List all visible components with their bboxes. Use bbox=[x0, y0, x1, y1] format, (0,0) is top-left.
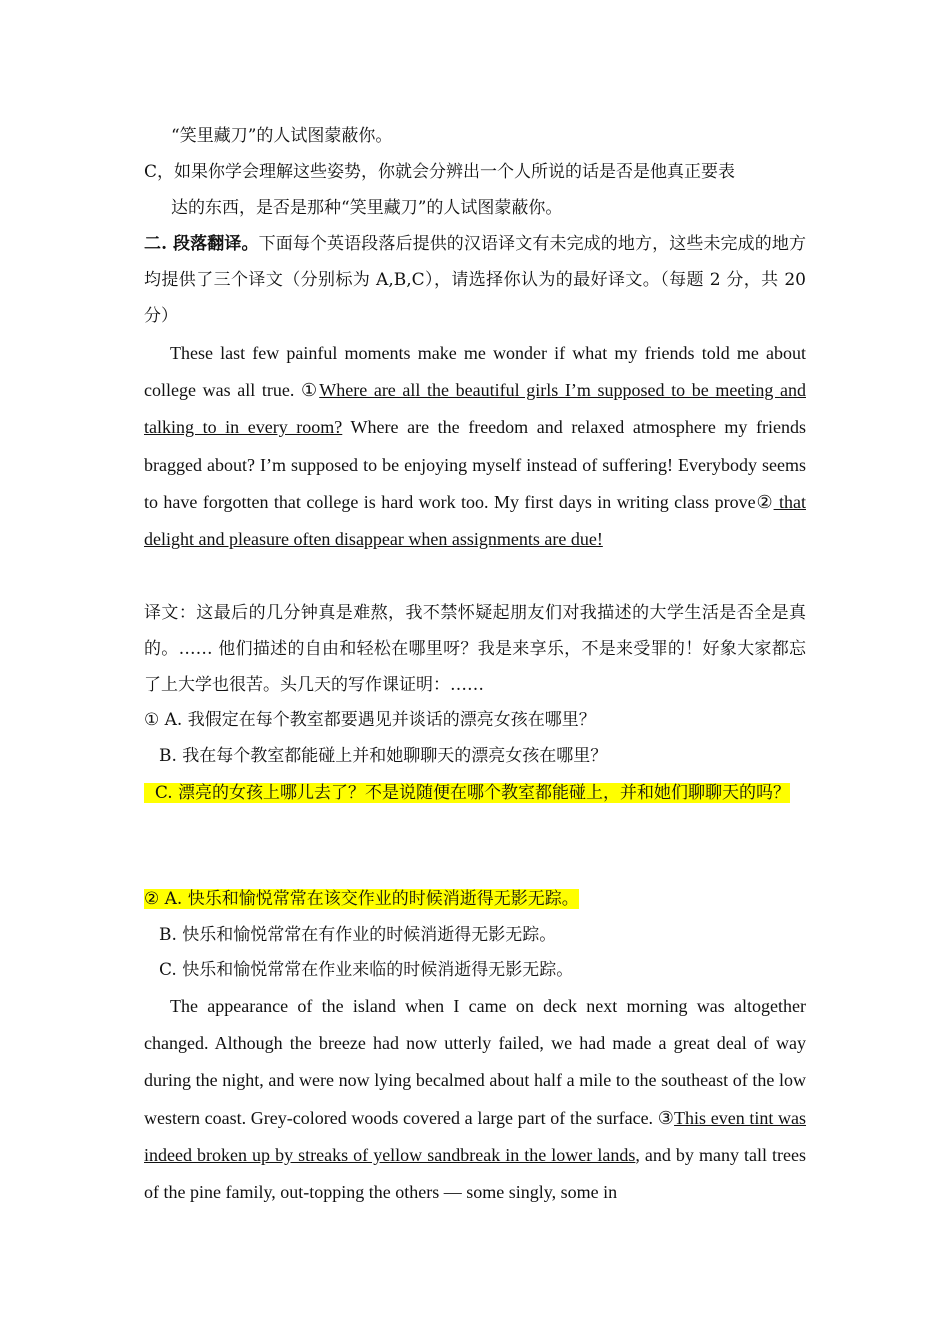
section2-text bbox=[144, 226, 806, 334]
section2-instructions bbox=[144, 226, 806, 334]
option-c-line2: 达的东西，是否是那种“笑里藏刀”的人试图蒙蔽你。 bbox=[171, 198, 563, 218]
option-c-label: C， bbox=[144, 162, 175, 182]
q1-option-a: ① A. 我假定在每个教室都要遇见并谈话的漂亮女孩在哪里？ bbox=[144, 710, 596, 730]
section2-heading: 二. 段落翻译。 bbox=[144, 234, 259, 254]
underlined-sentence-3: This even tint was indeed broken up by streaks of yellow sandbreak in the lower lands bbox=[144, 1107, 807, 1165]
passage1-part2: Where are the freedom and relaxed atmosphere my friends bragged about? I’m supposed to be enjoying myself instead of suffering! Everybody seems to have forgotten that college is hard work too. My first days in writing class prove bbox=[144, 417, 806, 512]
underlined-sentence-2: that delight and pleasure often disappear when assignments are due! bbox=[144, 491, 807, 550]
option-c-text: 如果你学会理解这些姿势，你就会分辨出一个人所说的话是否是他真正要表 bbox=[174, 162, 736, 182]
passage2-part2: , and by many tall trees of the pine family, out-topping the others — some singly, some in bbox=[144, 1144, 807, 1203]
passage2-part1: The appearance of the island when I came on deck next morning was altogether changed. Although the breeze had now utterly failed, we had made a great deal of way during the night, and were now lying becalmed about half a mile to the southeast of the low western coast. Grey-colored woods covered a large part of the surface. bbox=[144, 996, 806, 1128]
passage1-part1: These last few painful moments make me wonder if what my friends told me about college was all true. bbox=[144, 343, 806, 401]
question2-options bbox=[144, 882, 806, 989]
translation1-text: 译文：这最后的几分钟真是难熬，我不禁怀疑起朋友们对我描述的大学生活是否全是真的。…… 他们描述的自由和轻松在哪里呀？我是来享乐，不是来受罪的！好象大家都忘了上大学也很苦。头几天的写作课证明：…… bbox=[144, 603, 806, 695]
marker-1: ① bbox=[300, 380, 320, 401]
marker-2: ② bbox=[755, 491, 774, 512]
underlined-sentence-1: Where are all the beautiful girls I’m supposed to be meeting and talking to in every room? bbox=[144, 380, 806, 438]
q1-option-c: C. 漂亮的女孩上哪儿去了？不是说随便在哪个教室都能碰上，并和她们聊聊天的吗？ bbox=[144, 783, 791, 803]
q1-option-b: B. 我在每个教室都能碰上并和她聊聊天的漂亮女孩在哪里？ bbox=[159, 745, 608, 766]
passage1-text bbox=[144, 335, 806, 558]
marker-3: ③ bbox=[657, 1107, 675, 1128]
passage1 bbox=[144, 335, 806, 558]
passage2-text bbox=[144, 988, 806, 1211]
q2-option-b: B. 快乐和愉悦常常在有作业的时候消逝得无影无踪。 bbox=[159, 924, 557, 945]
option-c-block bbox=[144, 154, 806, 226]
q2-option-a: ② A. 快乐和愉悦常常在该交作业的时候消逝得无影无踪。 bbox=[144, 889, 579, 909]
section2-instr: 下面每个英语段落后提供的汉语译文有未完成的地方，这些未完成的地方均提供了三个译文（分别标为 A,B,C），请选择你认为的最好译文。（每题 2 分，共 20 分） bbox=[144, 234, 806, 326]
q1-option-c-line bbox=[144, 776, 806, 812]
question1-options bbox=[144, 703, 806, 812]
passage2 bbox=[144, 988, 806, 1211]
option-c-line bbox=[144, 154, 806, 190]
translation1 bbox=[144, 595, 806, 703]
q2-option-a-line bbox=[144, 882, 806, 918]
top-line1: “笑里藏刀”的人试图蒙蔽你。 bbox=[171, 126, 393, 146]
q2-option-c: C. 快乐和愉悦常常在作业来临的时候消逝得无影无踪。 bbox=[159, 960, 574, 980]
